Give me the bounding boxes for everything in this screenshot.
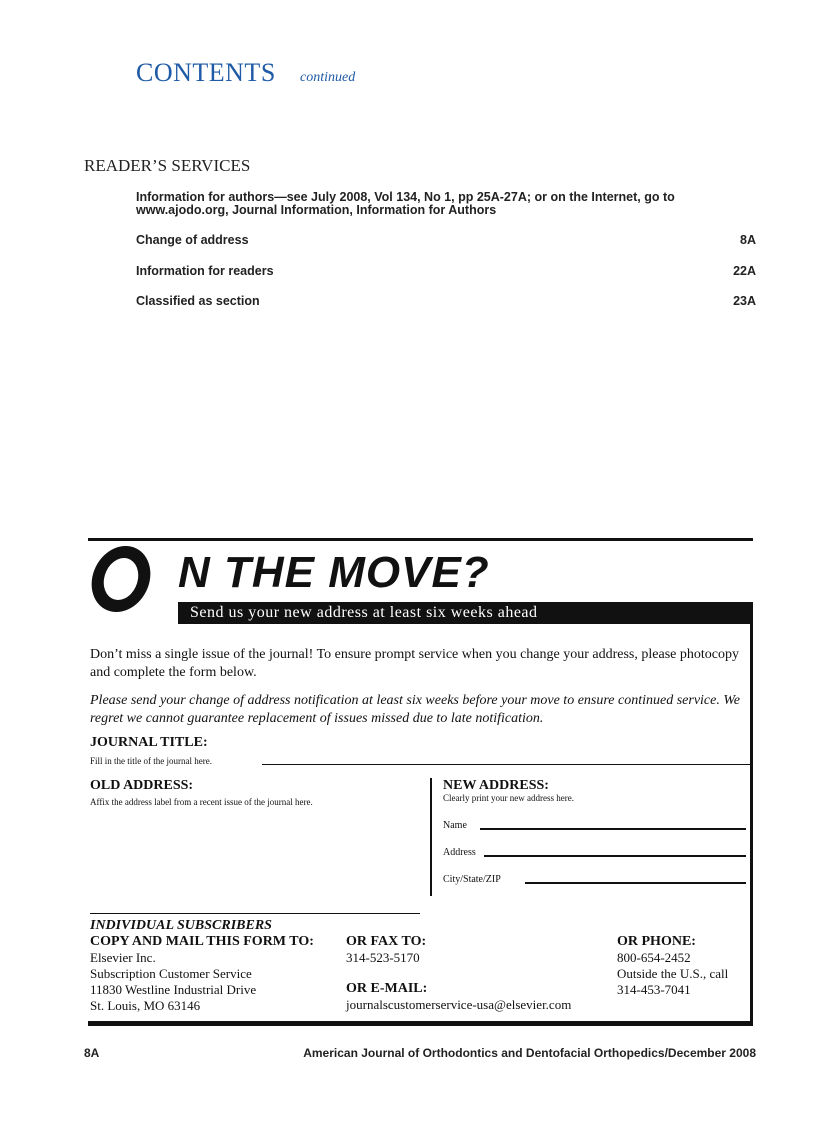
fax-number: 314-523-5170 (346, 950, 420, 965)
toc-row-change-of-address[interactable] (136, 233, 756, 247)
name-label: Name (443, 820, 467, 831)
old-address-hint: Affix the address label from a recent issue of the journal here. (90, 797, 313, 807)
form-banner: Send us your new address at least six weeks ahead (178, 602, 753, 624)
mail-heading: COPY AND MAIL THIS FORM TO: (90, 934, 314, 949)
city-state-zip-label: City/State/ZIP (443, 874, 501, 885)
big-o-letter (87, 546, 154, 612)
address-divider (430, 778, 432, 896)
mail-column (90, 934, 314, 1014)
journal-footer: American Journal of Orthodontics and Dentofacial Orthopedics/December 2008 (303, 1046, 756, 1060)
form-top-rule (88, 538, 753, 541)
page-title: CONTENTS (136, 58, 276, 87)
name-field[interactable] (480, 828, 746, 830)
address-field[interactable] (484, 855, 746, 857)
mail-line-4: St. Louis, MO 63146 (90, 998, 201, 1013)
phone-outside-number: 314-453-7041 (617, 982, 691, 997)
form-title: N THE MOVE? (178, 548, 490, 597)
subscribers-rule (90, 913, 420, 914)
page-number: 8A (84, 1046, 100, 1060)
mail-line-1: Elsevier Inc. (90, 950, 156, 965)
mail-line-2: Subscription Customer Service (90, 966, 252, 981)
phone-number: 800-654-2452 (617, 950, 691, 965)
city-state-zip-field[interactable] (525, 882, 746, 884)
journal-title-hint: Fill in the title of the journal here. (90, 756, 212, 766)
journal-title-field[interactable] (262, 764, 750, 765)
subscribers-heading: INDIVIDUAL SUBSCRIBERS (90, 918, 272, 933)
form-right-border (750, 602, 753, 1022)
old-address-label: OLD ADDRESS: (90, 778, 194, 793)
email-column (346, 981, 571, 1013)
form-notice: Please send your change of address notification at least six weeks before your move to ensure continued service. We regret we cannot guarantee replacement of issues missed due to late notification. (90, 693, 740, 726)
phone-heading: OR PHONE: (617, 934, 696, 949)
fax-heading: OR FAX TO: (346, 934, 427, 949)
toc-label: Classified as section (136, 294, 260, 308)
toc-label: Information for readers (136, 264, 274, 278)
info-authors-text: Information for authors—see July 2008, Vol 134, No 1, pp 25A-27A; or on the Internet, go to www.ajodo.org, Journal Information, Information for Authors (136, 190, 675, 217)
address-label: Address (443, 847, 476, 858)
page-subtitle: continued (300, 70, 356, 85)
toc-page: 23A (733, 294, 756, 308)
form-bottom-rule (88, 1021, 753, 1026)
email-address[interactable]: journalscustomerservice-usa@elsevier.com (346, 997, 572, 1012)
form-intro: Don’t miss a single issue of the journal! To ensure prompt service when you change your address, please photocopy and complete the form below. (90, 647, 739, 680)
new-address-label: NEW ADDRESS: (443, 778, 549, 793)
section-heading: READER’S SERVICES (84, 156, 251, 175)
email-heading: OR E-MAIL: (346, 981, 428, 996)
phone-column (617, 934, 728, 998)
new-address-hint: Clearly print your new address here. (443, 793, 574, 803)
phone-outside-label: Outside the U.S., call (617, 966, 729, 981)
mail-line-3: 11830 Westline Industrial Drive (90, 982, 257, 997)
toc-page: 22A (733, 264, 756, 278)
toc-row-information-for-readers[interactable] (136, 264, 756, 278)
fax-column (346, 934, 426, 966)
toc-page: 8A (740, 233, 756, 247)
toc-row-classified[interactable] (136, 294, 756, 308)
journal-title-label: JOURNAL TITLE: (90, 735, 208, 750)
toc-label: Change of address (136, 233, 249, 247)
